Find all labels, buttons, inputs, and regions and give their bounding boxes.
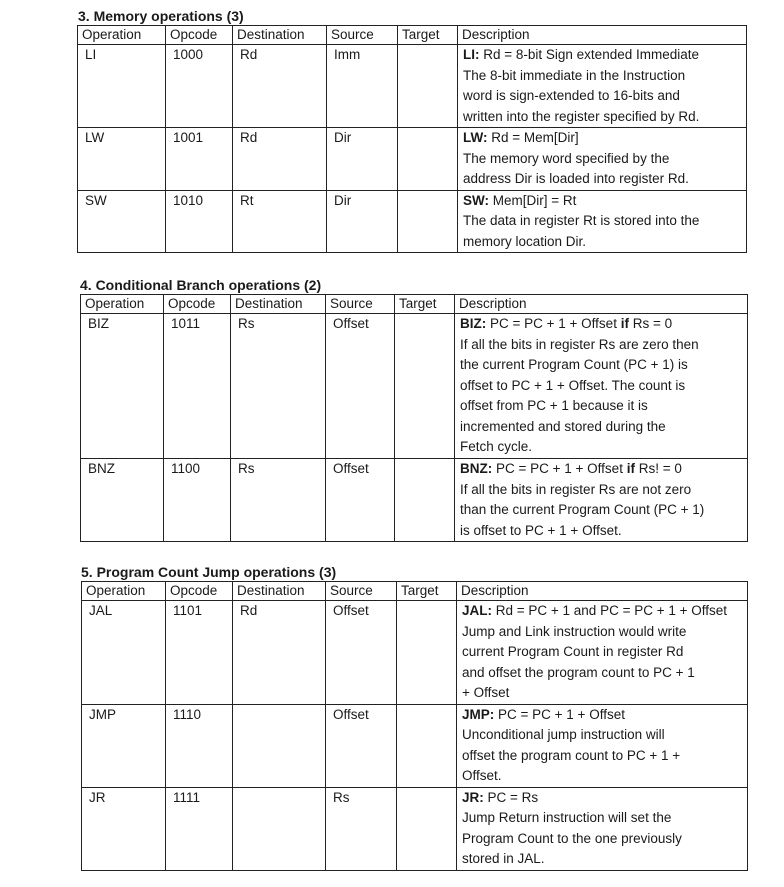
desc-formula: Rd = Mem[Dir] [487,130,579,145]
section-title-memory: 3. Memory operations (3) [78,8,244,24]
header-target: Target [395,295,455,314]
cell-target [397,704,457,787]
table-row [82,601,748,705]
section-title-jump: 5. Program Count Jump operations (3) [81,564,337,580]
cell-destination: Rd [233,128,327,191]
cell-opcode: 1110 [166,704,233,787]
cell-source: Rs [326,787,397,870]
table-header-row [81,295,748,314]
cell-destination: Rt [233,190,327,253]
desc-formula: Mem[Dir] = Rt [489,192,577,208]
cell-source: Imm [327,45,398,128]
cell-target [395,314,455,459]
cell-operation: LI [78,45,166,128]
cell-destination: Rs [231,314,326,459]
desc-line: and offset the program count to PC + 1 [462,664,695,680]
cell-source: Offset [326,601,397,705]
cell-target [398,190,458,253]
cell-description [457,704,748,787]
cell-description [455,459,748,542]
desc-line: The data in register Rt is stored into the [463,213,700,228]
jump-operations-table [81,581,748,871]
header-destination: Destination [233,582,326,601]
section-title-conditional-branch: 4. Conditional Branch operations (2) [80,277,322,293]
header-destination: Destination [233,26,327,45]
desc-formula: PC = PC + 1 + Offset [486,316,621,331]
cell-operation: BNZ [81,459,164,542]
header-target: Target [398,26,458,45]
header-source: Source [326,582,397,601]
header-opcode: Opcode [166,582,233,601]
table-row [78,128,747,191]
cell-destination: Rd [233,45,327,128]
desc-formula: PC = PC + 1 + Offset [494,706,625,722]
table-row [78,190,747,253]
desc-line: the current Program Count (PC + 1) is [460,357,688,372]
cell-destination: Rs [231,459,326,542]
desc-instruction-name: LI: [463,47,480,62]
table-row [82,787,748,870]
desc-line: offset the program count to PC + 1 + [462,747,681,763]
desc-instruction-name: BIZ: [460,316,487,331]
header-target: Target [397,582,457,601]
desc-condition: Rs! = 0 [634,461,682,476]
cell-destination: Rd [233,601,326,705]
cell-description [455,314,748,459]
table-header-row [82,582,748,601]
header-description: Description [457,582,748,601]
desc-line: is offset to PC + 1 + Offset. [460,522,622,538]
desc-line: The 8-bit immediate in the Instruction [463,67,686,83]
cell-source: Offset [326,314,395,459]
desc-formula: PC = Rs [483,789,539,805]
table-row [81,314,748,459]
desc-line: incremented and stored during the [460,418,666,434]
cell-opcode: 1001 [166,128,233,191]
cell-description [458,128,747,191]
cell-operation: JR [82,787,166,870]
header-opcode: Opcode [164,295,231,314]
desc-formula: PC = PC + 1 + Offset [492,461,627,476]
desc-line: memory location Dir. [463,233,587,249]
cell-target [397,601,457,705]
cell-target [395,459,455,542]
header-destination: Destination [231,295,326,314]
desc-line: word is sign-extended to 16-bits and [463,88,680,103]
desc-line: than the current Program Count (PC + 1) [460,502,705,517]
desc-line: Unconditional jump instruction will [462,727,665,742]
desc-line: Fetch cycle. [460,439,533,454]
memory-operations-table [77,25,747,253]
cell-description [458,45,747,128]
cell-target [397,787,457,870]
header-source: Source [326,295,395,314]
desc-line: + Offset [462,685,510,700]
desc-line: Program Count to the one previously [462,830,682,846]
desc-instruction-name: LW: [463,130,488,145]
conditional-branch-table [80,294,748,542]
desc-line: offset to PC + 1 + Offset. The count is [460,377,686,393]
table-row [78,45,747,128]
cell-destination [233,787,326,870]
cell-opcode: 1111 [166,787,233,870]
cell-source: Dir [327,190,398,253]
header-operation: Operation [81,295,164,314]
cell-operation: JAL [82,601,166,705]
cell-destination [233,704,326,787]
desc-instruction-name: JMP: [462,706,495,722]
desc-line: address Dir is loaded into register Rd. [463,171,689,186]
desc-instruction-name: BNZ: [460,461,493,476]
header-operation: Operation [82,582,166,601]
cell-opcode: 1100 [164,459,231,542]
cell-opcode: 1000 [166,45,233,128]
desc-formula: Rd = 8-bit Sign extended Immediate [479,47,700,62]
desc-instruction-name: JR: [462,789,484,805]
cell-operation: SW [78,190,166,253]
cell-operation: LW [78,128,166,191]
header-description: Description [458,26,747,45]
cell-target [398,128,458,191]
desc-line: If all the bits in register Rs are zero then [460,336,699,352]
header-description: Description [455,295,748,314]
cell-description [458,190,747,253]
table-header-row [78,26,747,45]
table-row [82,704,748,787]
desc-line: current Program Count in register Rd [462,644,684,659]
desc-keyword-if: if [620,316,629,331]
cell-target [398,45,458,128]
desc-line: Jump Return instruction will set the [462,810,672,825]
desc-line: Jump and Link instruction would write [462,623,687,639]
desc-instruction-name: JAL: [462,603,492,618]
cell-opcode: 1101 [166,601,233,705]
header-operation: Operation [78,26,166,45]
cell-opcode: 1010 [166,190,233,253]
header-source: Source [327,26,398,45]
desc-instruction-name: SW: [463,192,489,208]
desc-line: Offset. [462,768,502,783]
header-opcode: Opcode [166,26,233,45]
desc-keyword-if: if [626,461,635,476]
cell-operation: JMP [82,704,166,787]
desc-line: written into the register specified by Rd. [463,108,700,124]
cell-source: Offset [326,459,395,542]
desc-line: offset from PC + 1 because it is [460,398,648,413]
desc-condition: Rs = 0 [628,316,673,331]
desc-line: stored in JAL. [462,851,545,866]
cell-description [457,787,748,870]
cell-opcode: 1011 [164,314,231,459]
cell-source: Dir [327,128,398,191]
desc-formula: Rd = PC + 1 and PC = PC + 1 + Offset [492,603,728,618]
cell-description [457,601,748,705]
table-row [81,459,748,542]
cell-operation: BIZ [81,314,164,459]
desc-line: If all the bits in register Rs are not zero [460,481,692,497]
cell-source: Offset [326,704,397,787]
desc-line: The memory word specified by the [463,150,670,166]
